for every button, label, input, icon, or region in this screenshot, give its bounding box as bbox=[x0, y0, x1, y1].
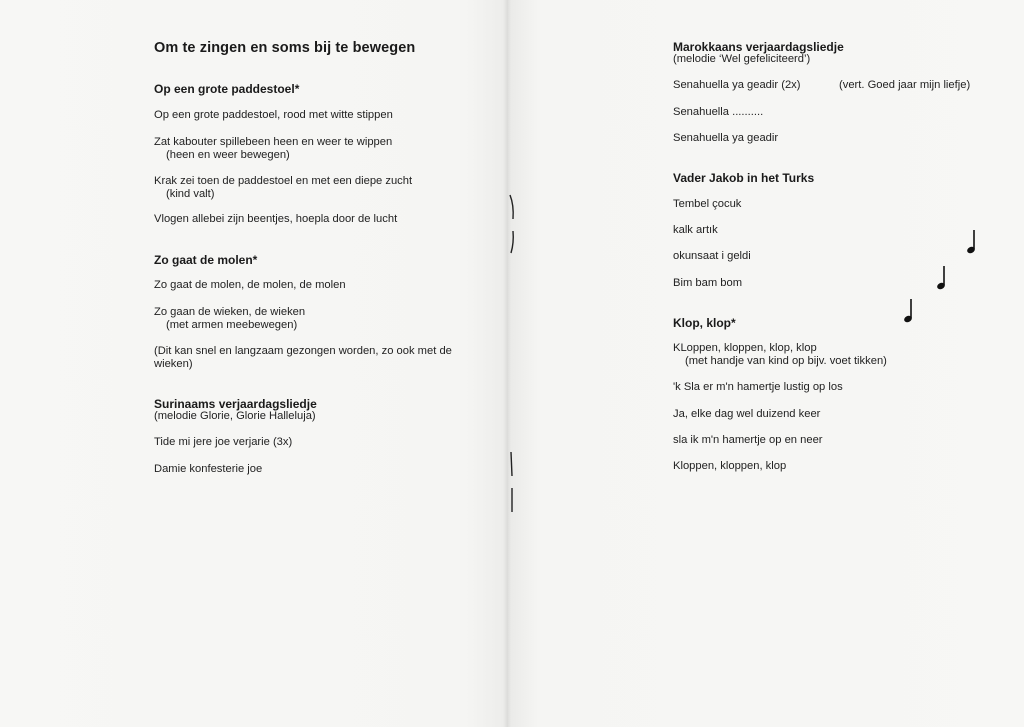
song-heading: Klop, klop* bbox=[673, 316, 736, 330]
song-heading: Op een grote paddestoel* bbox=[154, 82, 300, 96]
song-line: Tide mi jere joe verjarie (3x) bbox=[154, 436, 293, 448]
song-line: Ja, elke dag wel duizend keer bbox=[673, 408, 821, 420]
song-line: KLoppen, kloppen, klop, klop bbox=[673, 342, 817, 354]
song-line: Kloppen, kloppen, klop bbox=[673, 460, 787, 472]
booklet-fold bbox=[503, 0, 511, 727]
song-line: Vlogen allebei zijn beentjes, hoepla door de lucht bbox=[154, 213, 398, 225]
song-line: Senahuella ya geadir bbox=[673, 132, 779, 144]
page-title: Om te zingen en soms bij te bewegen bbox=[154, 40, 416, 56]
song-heading: Vader Jakob in het Turks bbox=[673, 171, 815, 185]
song-subtitle: (melodie ‘Wel gefeliciteerd’) bbox=[673, 53, 811, 65]
song-heading: Marokkaans verjaardagsliedje bbox=[673, 40, 844, 54]
song-instruction: (heen en weer bewegen) bbox=[166, 149, 290, 161]
song-line: Tembel çocuk bbox=[673, 198, 742, 210]
song-line: Zo gaat de molen, de molen, de molen bbox=[154, 279, 346, 291]
song-line: Senahuella ya geadir (2x) bbox=[673, 79, 801, 91]
song-line: kalk artık bbox=[673, 224, 718, 236]
music-note-icon bbox=[934, 264, 948, 292]
song-instruction: (met handje van kind op bijv. voet tikken) bbox=[685, 355, 887, 367]
song-translation: (vert. Goed jaar mijn liefje) bbox=[839, 79, 971, 91]
song-line: Senahuella .......... bbox=[673, 106, 764, 118]
song-line: okunsaat i geldi bbox=[673, 250, 751, 262]
song-line: Op een grote paddestoel, rood met witte stippen bbox=[154, 109, 393, 121]
song-subtitle: (melodie Glorie, Glorie Halleluja) bbox=[154, 410, 316, 422]
music-note-icon bbox=[901, 297, 915, 325]
staple-icon bbox=[507, 450, 513, 516]
song-line: sla ik m'n hamertje op en neer bbox=[673, 434, 823, 446]
song-line: wieken) bbox=[154, 358, 193, 370]
music-note-icon bbox=[964, 228, 978, 256]
staple-icon bbox=[507, 193, 513, 259]
song-line: Zat kabouter spillebeen heen en weer te wippen bbox=[154, 136, 393, 148]
song-line: 'k Sla er m'n hamertje lustig op los bbox=[673, 381, 843, 393]
song-line: Damie konfesterie joe bbox=[154, 463, 263, 475]
song-line: Zo gaan de wieken, de wieken bbox=[154, 306, 306, 318]
song-line: Krak zei toen de paddestoel en met een diepe zucht bbox=[154, 175, 413, 187]
song-heading: Zo gaat de molen* bbox=[154, 253, 258, 267]
song-instruction: (kind valt) bbox=[166, 188, 215, 200]
song-instruction: (met armen meebewegen) bbox=[166, 319, 298, 331]
song-heading: Surinaams verjaardagsliedje bbox=[154, 397, 317, 411]
song-line: Bim bam bom bbox=[673, 277, 743, 289]
song-line: (Dit kan snel en langzaam gezongen worden, zo ook met de bbox=[154, 345, 452, 357]
